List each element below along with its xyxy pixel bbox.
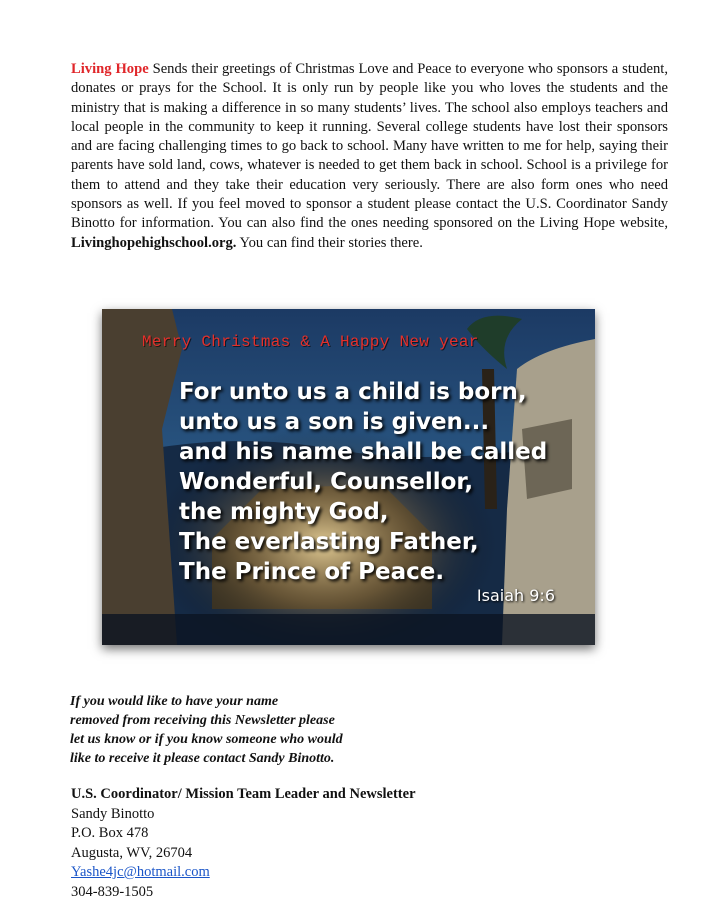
contact-title: U.S. Coordinator/ Mission Team Leader and Newsletter [71, 786, 416, 802]
intro-paragraph [71, 60, 668, 253]
contact-city: Augusta, WV, 26704 [71, 844, 193, 861]
website-name: Livinghopehighschool.org. [71, 234, 237, 251]
scripture-verse [179, 377, 547, 587]
note-line: let us know or if you know someone who would [70, 732, 343, 747]
note-line: If you would like to have your name [70, 694, 279, 709]
verse-line: The everlasting Father, [179, 529, 479, 555]
verse-line: the mighty God, [179, 499, 389, 525]
greeting-banner: Merry Christmas & A Happy New year [142, 333, 479, 351]
verse-line: unto us a son is given... [179, 409, 490, 435]
contact-phone: 304-839-1505 [71, 883, 154, 900]
contact-name: Sandy Binotto [71, 805, 155, 822]
verse-line: For unto us a child is born, [179, 379, 527, 405]
intro-body: Sends their greetings of Christmas Love and Peace to everyone who sponsors a student, donates or prays for the School. It is only run by people like you who loves the students and the ministry that is making a difference in so many students’ lives. The school also employs teachers and local people in the community to keep it running. Several college students have lost their sponsors and are facing challenging times to go back to school. Many have written to me for help, saying their parents have sold land, cows, whatever is needed to get them back in school. School is a privilege for them to attend and they take their education very seriously. There are also form ones who need sponsors as well. If you feel moved to sponsor a student please contact the U.S. Coordinator Sandy Binotto for information. You can also find the ones needing sponsored on the Living Hope website, [71, 61, 668, 232]
note-line: like to receive it please contact Sandy Binotto. [70, 751, 335, 766]
christmas-card-image [102, 309, 595, 645]
note-line: removed from receiving this Newsletter please [70, 713, 335, 728]
verse-reference: Isaiah 9:6 [476, 586, 555, 605]
verse-line: Wonderful, Counsellor, [179, 469, 474, 495]
intro-tail: You can find their stories there. [236, 234, 423, 251]
verse-line: and his name shall be called [179, 439, 548, 465]
email-link[interactable]: Yashe4jc@hotmail.com [71, 864, 210, 880]
brand-name: Living Hope [71, 61, 149, 77]
contact-po-box: P.O. Box 478 [71, 825, 149, 841]
contact-block [71, 785, 416, 902]
verse-line: The Prince of Peace. [179, 559, 445, 585]
unsubscribe-note [70, 692, 430, 768]
